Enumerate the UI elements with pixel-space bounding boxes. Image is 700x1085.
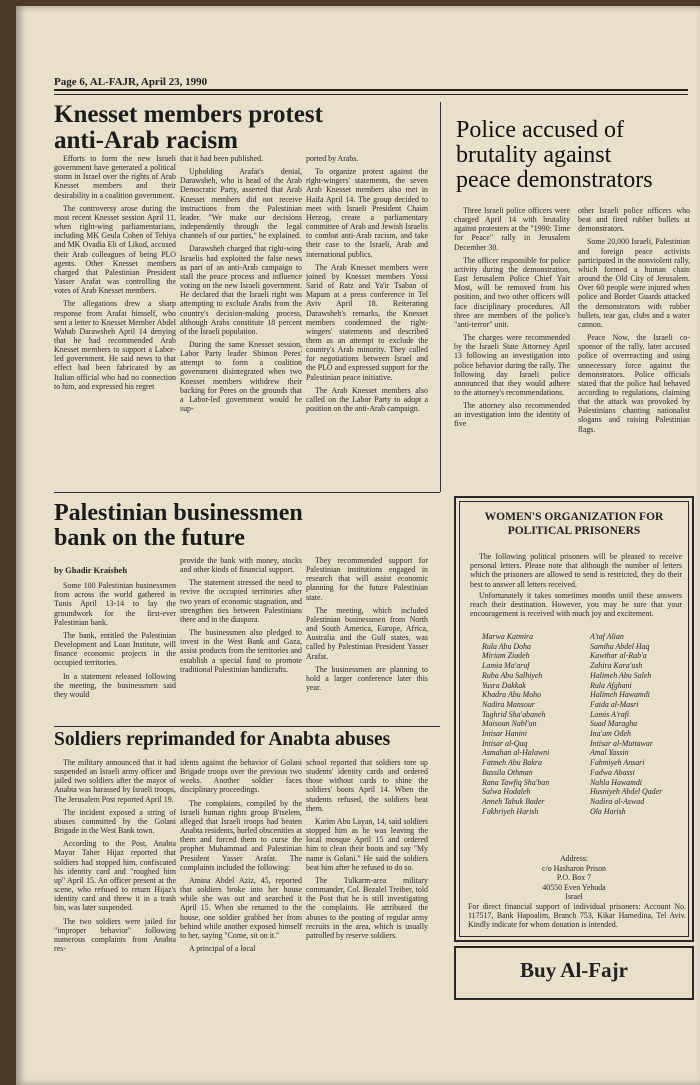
article3-column-2 [180, 556, 302, 736]
article2-headline-line1: Police accused of [456, 117, 624, 143]
prisoner-names-left [482, 632, 549, 816]
paragraph: The meeting, which included Palestinian businessmen from North and South America, Europe, Africa, Australia and the Gulf states, was called by Palestinian President Yasser Arafat. [306, 605, 428, 661]
article1-column-1 [54, 154, 176, 492]
prisoner-name: Suad Maragha [590, 719, 638, 729]
buy-al-fajr-box [454, 946, 694, 1000]
prisoner-name: Halimeh Abu Saleh [590, 670, 652, 680]
prisoner-name: Khadra Abu Moho [482, 690, 542, 700]
paragraph: The bank, entitled the Palestinian Development and Loan Institute, will finance economic projects in the occupied territories. [54, 630, 176, 668]
address-line: Israel [565, 892, 583, 902]
prisoners-box-inner [459, 501, 689, 937]
paragraph: The controversy arose during the most recent Knesset session April 11, when right-wing parliamentarians, including MK Geula Cohen of Tehiya and MK Ovadia Eli of Likud, accused their Arab colleagues of being PLO agents. Other Knesset members charged that Palestinian President Yasser Arafat was controlling the votes of Arab Knesset members. [54, 203, 176, 296]
article1-column-2 [180, 154, 302, 492]
prisoner-name: Ruba Abu Salhiyeh [482, 670, 543, 680]
paragraph: Efforts to form the new Israeli government have generated a political storm in Israel over the rights of Arab Knesset members and their desirability in a coalition government. [54, 154, 176, 200]
paragraph: ported by Arabs. [306, 154, 359, 163]
prison-address [460, 854, 688, 902]
prisoner-name: Rula Abu Doha [482, 641, 531, 651]
article3-headline [54, 501, 303, 551]
buy-al-fajr-text: Buy Al-Fajr [520, 958, 628, 982]
paragraph: Amina Abdel Aziz, 45, reported that soldiers broke into her house while she was out and searched it April 15. When she returned to the house, one soldier grabbed her from behind while another exposed himself to her, saying "Come, sit on it." [180, 875, 302, 940]
section-divider [54, 492, 440, 493]
article3-column-3 [306, 556, 428, 736]
paragraph: The attorney also recommended an investigation into the identity of five [454, 401, 570, 429]
prisoners-box-title-line1: WOMEN'S ORGANIZATION FOR [484, 511, 664, 523]
paragraph: provide the bank with money, stocks and other kinds of financial support. [180, 556, 302, 575]
paragraph: A principal of a local [189, 943, 256, 953]
prisoner-name: Nadira al-Aswad [590, 796, 645, 806]
paragraph: that it had been published. [180, 154, 264, 163]
prisoner-name: Samiha Abdel Haq [590, 641, 650, 651]
article2-headline-line3: peace demonstrators [456, 167, 653, 194]
prisoners-box-intro [470, 552, 682, 620]
prisoner-name: Asmahan al-Halawni [482, 748, 550, 758]
prisoner-name: Fahmiyeh Ansari [590, 758, 645, 768]
paragraph: The officer responsible for police activity during the demonstration, East Jerusalem Police Chief Yair Most, will be removed from his position, and two other officers will face disciplinary procedures. All three are members of the police's "anti-terror" unit. [454, 255, 570, 329]
article2-column-1 [454, 206, 570, 491]
paragraph: The Arab Knesset members were joined by Knesset members Yossi Sarid of Ratz and Ya'ir Tsaban of Mapam at a press conference in Tel Aviv April 18. Reiterating Darawsheh's remarks, the Knesset members condemned the right-wingers' statements and described them as an attempt to exclude the country's Arab minority. They called for negotiations between Israel and the PLO and expressed support for the Palestinian peace initiative. [306, 262, 428, 382]
article3-headline-line2: bank on the future [54, 525, 245, 552]
paragraph: The complaints, compiled by the Israeli human rights group B'tselem, alleged that Israeli troops had beaten Anabta residents, hurled obscenities at them and forced them to curse the prophet Muhammad and Palestinian President Yasser Arafat. The complaints included the following: [180, 798, 302, 872]
paragraph: The businessmen also pledged to invest in the West Bank and Gaza, assist products from the territories and establish a special fund to promote traditional Palestinian handicrafts. [180, 628, 302, 674]
paragraph: According to the Post, Anabta Mayor Taher Hijaz reported that soldiers had stopped him, confiscated his identity card and "roughed him up" April 15. An officer present at the scene, who refused to return Hijaz's identity card and threw it in a trash bin, was later suspended. [54, 839, 176, 913]
address-line: P.O. Box 7 [556, 873, 592, 883]
prisoner-name: Ola Harish [590, 806, 626, 816]
prisoner-name: Nadira Mansour [482, 699, 535, 709]
paragraph: The following political prisoners will be pleased to receive personal letters. Please note that although the number of letters which the prisoners are allowed to send is restricted, they do their best to answer all letters received. [470, 552, 682, 589]
paragraph: The incident exposed a string of abuses committed by the Golani Brigade in the West Bank town. [54, 807, 176, 836]
address-line: 40550 Even Yehuda [542, 882, 606, 892]
prisoner-name: Lamis A'rafi [590, 709, 630, 719]
paragraph: idents against the behavior of Golani Brigade troops over the previous two weeks. Another soldier faces disciplinary proceedings. [180, 758, 302, 795]
paragraph: Upholding Arafat's denial, Darawsheh, who is head of the Arab Democratic Party, asserted that Arab Knesset members did not receive instructions from the Palestinian leader. "We make our decisions independently through the legal channels of our parties," he explained. [180, 167, 302, 241]
financial-support-note: For direct financial support of individual prisoners: Account No. 117517, Bank Hapoalim, Branch 753, Kikar Hamedina, Tel Aviv. Kindly indicate for whom donation is intended. [468, 902, 686, 930]
paragraph: The allegations drew a sharp response from Arafat himself, who sent a letter to Knesset Member Abdel Wahab Darawsheh April 14 denying that he had recommended Arab Knesset members to support a Labor-led government. He said news to that effect had been fabricated by an Italian official who had no connection to him, and expressed his regret [54, 299, 176, 391]
article3-column-1 [54, 566, 176, 736]
article1-column-3 [306, 154, 428, 492]
article4-column-2 [180, 758, 302, 1048]
prisoner-name: Ina'am Odeh [590, 729, 631, 739]
article1-headline-line2: anti-Arab racism [54, 127, 238, 155]
prisoner-name: Zahira Kara'ush [590, 661, 643, 671]
top-rule [54, 89, 688, 91]
prisoner-name: Intisar al-Qaq [482, 738, 528, 748]
prisoner-name: Anneh Tabuk Bader [482, 796, 545, 806]
article4-headline: Soldiers reprimanded for Anabta abuses [54, 729, 391, 750]
prisoner-name: Salwa Hodaleh [482, 787, 531, 797]
paragraph: During the same Knesset session, Labor Party leader Shimon Peres' attempt to form a coalition government disintegrated when two Knesset members withdrew their backing for Peres on the grounds that a Labor-led government would be sup- [180, 339, 302, 414]
paragraph: The statement stressed the need to revive the occupied territories after two years of economic stagnation, and strengthen ties between Palestinians there and in the diaspora. [180, 578, 302, 624]
prisoner-name: Miriam Ziadeh [482, 651, 530, 661]
article1-headline-line1: Knesset members protest [54, 101, 323, 128]
prisoner-name: Intisar al-Muttawar [590, 738, 653, 748]
article4-column-1 [54, 758, 176, 1048]
paragraph: The military announced that it had suspended an Israeli army officer and jailed two soldiers after the mayor of Anabta was harassed by Israeli troops, The Jerusalem Post reported April 19. [54, 758, 176, 804]
article1-headline [54, 102, 323, 155]
paragraph: The two soldiers were jailed for "improper behavior" following numerous complaints from Anabta res- [54, 916, 176, 953]
prisoner-name: Maisoun Nabl'an [482, 719, 537, 729]
prisoner-name: Bassila Othman [482, 767, 533, 777]
prisoner-name: Faida al-Masri [590, 699, 639, 709]
prisoner-name: Rana Tawfiq Sha'ban [482, 777, 550, 787]
prisoner-name: Amal Yassin [590, 748, 629, 758]
prisoner-name: Husniyeh Abdel Qader [590, 787, 663, 797]
prisoner-name: Yusra Dakkak [482, 680, 526, 690]
paragraph: Peace Now, the Israeli co-sponsor of the rally, later accused police of overreacting and using unnecessary force against the demonstrators. Police officials stated that the police had behaved according to regulations, claiming that the attack was provoked by Palestinians chanting nationalist slogans and raising Palestinian flags. [578, 333, 690, 434]
paragraph: Three Israeli police officers were charged April 14 with brutality against protesters at the "1990: Time for Peace" rally in Jerusalem December 30. [454, 206, 570, 252]
paragraph: school reported that soldiers tore up students' identity cards and ordered those without cards to shine the soldiers' boots April 14. When the students refused, the soldiers beat them. [306, 758, 428, 813]
address-line: c/o Hasharon Prison [542, 863, 606, 873]
prisoner-name: Marwa Katmira [482, 632, 534, 641]
paragraph: Karim Abu Layan, 14, said soldiers stopped him as he was leaving the local mosque April 15 and ordered him to clean their boots and say "My name is Golani." He said the soldiers beat him after he refused to do so. [306, 816, 428, 872]
prisoners-box [454, 496, 694, 942]
paragraph: The Arab Knesset members also called on the Labor Party to adopt a position on the anti-Arab campaign. [306, 385, 428, 414]
prisoner-name: Halimeh Hawamdi [590, 690, 650, 700]
article4-column-3 [306, 758, 428, 1048]
paragraph: The businessmen are planning to hold a larger conference later this year. [306, 664, 428, 693]
paragraph: The Tulkarm-area military commander, Col. Bezalel Treiber, told the Post that he is still investigating the complaints. He attributed the abuses to the posting of regular army recruits in the area, which is usually patrolled by reserve soldiers. [306, 875, 428, 940]
prisoner-name: Fakhriyeh Harish [482, 806, 539, 816]
newspaper-page [16, 6, 700, 1085]
byline: by Ghadir Kraisheh [54, 566, 128, 575]
paragraph: In a statement released following the meeting, the businessmen said they would [54, 671, 176, 699]
prisoner-name: A'taf Alian [590, 632, 624, 641]
paragraph: Some 20,000 Israeli, Palestinian and foreign peace activists participated in the nonviolent rally, which formed a human chain around the Old City of Jerusalem. Over 60 people were injured when police and Border Guards attacked the demonstrators with rubber bullets, tear gas, clubs and a water cannon. [578, 237, 690, 329]
prisoner-name: Nahla Hawamdi [590, 777, 642, 787]
article3-headline-line1: Palestinian businessmen [54, 500, 303, 526]
paragraph: other Israeli police officers who beat and fired rubber bullets at demonstrators. [578, 206, 690, 234]
paragraph: To organize protest against the right-wingers' statements, the seven Arab Knesset members also met in Haifa April 14. The group decided to meet with Israeli President Chaim Herzog, create a parliamentary committee of Arab and Jewish Israelis to combat anti-Arab racism, and take their case to the Israeli, Arab and international publics. [306, 167, 428, 259]
article2-headline-line2: brutality against [456, 142, 612, 169]
prisoner-name: Intisar Hanini [482, 729, 527, 739]
paragraph: Some 100 Palestinian businessmen from across the world gathered in Tunis April 13-14 to lay the groundwork for the first-ever Palestinian bank. [54, 581, 176, 627]
column-divider [440, 102, 441, 492]
paragraph: They recommended support for Palestinian institutions engaged in research that will assist economic planning for the future Palestinian state. [306, 556, 428, 602]
prisoner-name: Fadwa Abassi [590, 767, 635, 777]
prisoners-box-title [460, 510, 688, 538]
prisoner-names-right [590, 632, 662, 816]
top-rule-thin [54, 94, 688, 95]
paragraph: Darawsheh charged that right-wing Israelis had exploited the false news as part of an anti-Arab campaign to stall the peace process and influence voting on the new Israeli government. He declared that the Israeli right was attempting to exclude Arabs from the country's decision-making process, although Arabs constitute 18 percent of the Israeli population. [180, 244, 302, 336]
paragraph: The charges were recommended by the Israeli State Attorney April 13 following an investigation into police behavior during the rally. The following day Israeli police announced that they would adhere to the attorney's recommendations. [454, 333, 570, 397]
paragraph: Unfortunately it takes sometimes months until these answers reach their destination. However, you may be sure that your encouragement is received with much joy and excitement. [470, 590, 682, 619]
article2-headline [456, 118, 653, 194]
prisoner-name: Rula Afghani [590, 680, 632, 690]
prisoner-name: Fatmeh Abu Bakra [482, 758, 542, 768]
running-head: Page 6, AL-FAJR, April 23, 1990 [54, 76, 208, 88]
prisoners-box-title-line2: POLITICAL PRISONERS [507, 525, 641, 537]
prisoner-name: Kawthar al-Rab'a [590, 651, 647, 661]
address-line: Address: [559, 854, 589, 863]
section-divider [54, 726, 440, 727]
prisoner-name: Taghrid Sha'abaneh [482, 709, 546, 719]
prisoner-name: Lamia Ma'aruf [482, 661, 530, 671]
article2-column-2 [578, 206, 690, 491]
